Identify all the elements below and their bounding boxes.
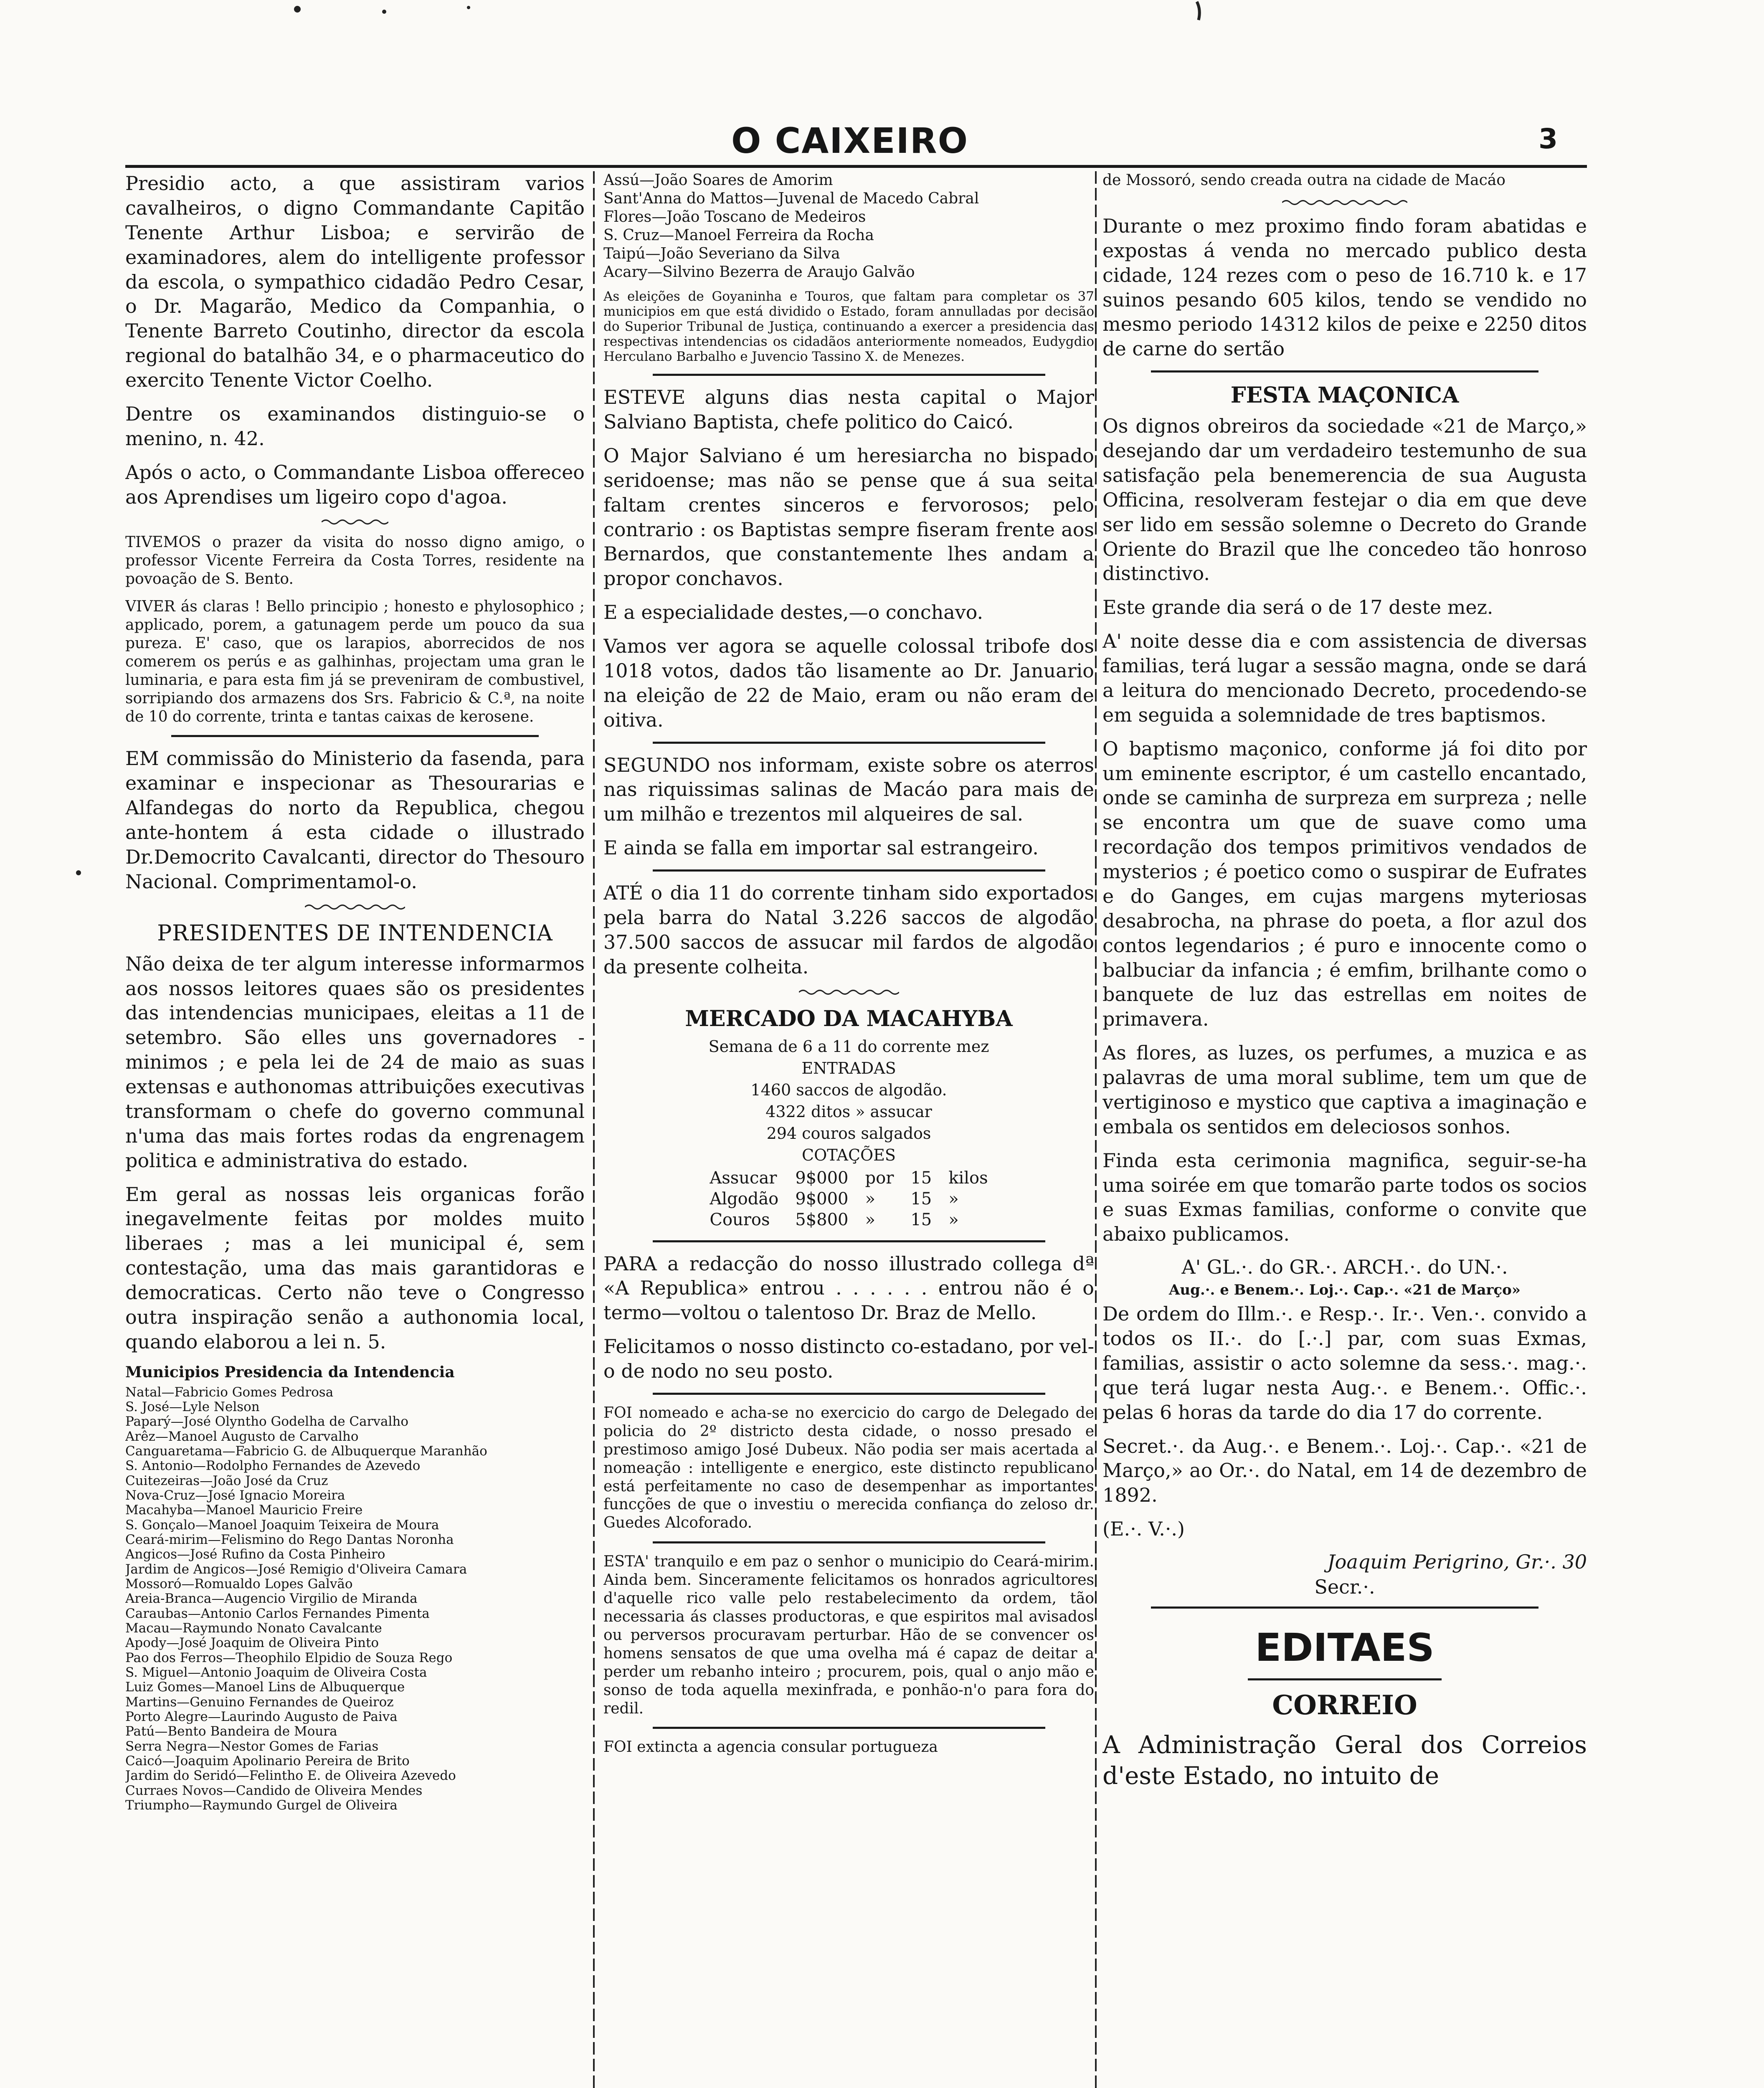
cotacoes-label: COTAÇÕES bbox=[802, 1145, 896, 1164]
ornament-squiggle bbox=[322, 518, 388, 526]
news-item: PARA a redacção do nosso illustrado collega dª «A Republica» entrou . . . . . . entrou não é o termo—voltou o talentoso Dr. Braz de Mello. bbox=[603, 1252, 1094, 1324]
article-paragraph: Este grande dia será o de 17 deste mez. bbox=[1102, 596, 1493, 619]
ornament-squiggle bbox=[305, 903, 405, 911]
article-paragraph: de Mossoró, sendo creada outra na cidade de Macáo bbox=[1102, 172, 1505, 189]
table-cell: 9$000 bbox=[795, 1168, 849, 1188]
list-item: Porto Alegre—Laurindo Augusto de Paiva bbox=[125, 1709, 398, 1724]
list-item: Areia-Branca—Augencio Virgilio de Miranda bbox=[125, 1591, 418, 1607]
section-heading-festa: FESTA MAÇONICA bbox=[1230, 383, 1459, 408]
list-item: Acary—Silvino Bezerra de Araujo Galvão bbox=[603, 263, 915, 281]
news-item: TIVEMOS o prazer da visita do nosso digno amigo, o professor Vicente Ferreira da Costa Torres, residente na povoação de S. Bento. bbox=[125, 534, 585, 588]
news-item: VIVER ás claras ! Bello principio ; honesto e phylosophico ; applicado, porem, a gatunagem perde um pouco da sua pureza. E' caso, que os larapios, aborrecidos de nos comerem os perús e as galhinhas, projectam uma gran le luminaria, e para esta fim já se preveniram de combustivel, sorripiando dos armazens dos Srs. Fabricio & C.ª, na noite de 10 do corrente, trinta e tantas caixas de kerosene. bbox=[125, 598, 585, 725]
mercado-subtitle: Semana de 6 a 11 do corrente mez bbox=[708, 1037, 989, 1056]
news-item: FOI extincta a agencia consular portugueza bbox=[603, 1738, 938, 1756]
list-item: Luiz Gomes—Manoel Lins de Albuquerque bbox=[125, 1680, 405, 1695]
article-paragraph: Os dignos obreiros da sociedade «21 de Março,» desejando dar um verdadeiro testemunho de sua satisfação pela benemerencia de sua Augusta Officina, resolveram festejar o dia em que deve ser lido em sessão solemne o Decreto do Grande Oriente do Brazil que lhe concedeo tão honroso distinctivo. bbox=[1102, 415, 1587, 585]
section-divider bbox=[653, 1393, 1045, 1395]
list-item: S. Miguel—Antonio Joaquim de Oliveira Costa bbox=[125, 1665, 427, 1680]
column-divider bbox=[593, 171, 595, 2088]
list-item: Jardim do Seridó—Felintho E. de Oliveira Azevedo bbox=[125, 1768, 456, 1784]
page-number: 3 bbox=[1538, 123, 1558, 155]
news-item: SEGUNDO nos informam, existe sobre os aterros nas riquissimas salinas de Macáo para mais de um milhão e trezentos mil alqueires de sal. bbox=[603, 753, 1094, 826]
table-cell: kilos bbox=[948, 1168, 988, 1188]
list-item: Martins—Genuino Fernandes de Queiroz bbox=[125, 1694, 394, 1710]
table-cell: 15 bbox=[910, 1210, 932, 1229]
table-cell: » bbox=[948, 1189, 959, 1209]
list-item: Canguaretama—Fabricio G. de Albuquerque Maranhão bbox=[125, 1444, 487, 1459]
list-item: S. Antonio—Rodolpho Fernandes de Azevedo bbox=[125, 1458, 421, 1474]
table-cell: Assucar bbox=[710, 1168, 777, 1188]
article-paragraph: E ainda se falla em importar sal estrangeiro. bbox=[603, 836, 1039, 859]
list-item: Caraubas—Antonio Carlos Fernandes Pimenta bbox=[125, 1606, 430, 1621]
list-item: Ceará-mirim—Felismino do Rego Dantas Noronha bbox=[125, 1532, 454, 1547]
list-item: Patú—Bento Bandeira de Moura bbox=[125, 1724, 337, 1739]
article-paragraph: Vamos ver agora se aquelle colossal tribofe dos 1018 votos, dados tão lisamente ao Dr. Januario na eleição de 22 de Maio, eram ou não eram de oitiva. bbox=[603, 635, 1094, 731]
list-item: Taipú—João Severiano da Silva bbox=[603, 245, 840, 262]
article-paragraph: Dentre os examinandos distinguio-se o menino, n. 42. bbox=[125, 402, 585, 450]
section-heading-editaes: EDITAES bbox=[1255, 1625, 1435, 1670]
signature: Joaquim Perigrino, Gr.·. 30 bbox=[1327, 1551, 1587, 1574]
article-paragraph: Não deixa de ter algum interesse informarmos aos nossos leitores quaes são os presidentes das intendencias municipaes, eleitas a 11 de setembro. São elles uns governadores - minimos ; e pela lei de 24 de maio as suas extensas e authonomas attribuições executivas transformam o chefe do governo communal n'uma das mais fortes rodas da engrenagem politica e administrativa do estado. bbox=[125, 952, 585, 1172]
table-row bbox=[701, 1209, 996, 1230]
column-divider bbox=[1095, 171, 1097, 2088]
list-item: Macahyba—Manoel Mauricio Freire bbox=[125, 1503, 363, 1518]
section-divider bbox=[653, 742, 1045, 744]
table-cell: 15 bbox=[910, 1189, 932, 1209]
invitation-text: (E.·. V.·.) bbox=[1102, 1518, 1185, 1541]
list-item: Macau—Raymundo Nonato Cavalcante bbox=[125, 1620, 382, 1636]
list-item: Nova-Cruz—José Ignacio Moreira bbox=[125, 1487, 345, 1503]
entradas-label: ENTRADAS bbox=[801, 1059, 896, 1077]
list-item: Cuitezeiras—João José da Cruz bbox=[125, 1473, 328, 1488]
column-2 bbox=[603, 171, 1094, 2088]
entradas-item: 294 couros salgados bbox=[766, 1124, 931, 1143]
list-item: S. Cruz—Manoel Ferreira da Rocha bbox=[603, 226, 874, 244]
invitation-text: Secret.·. da Aug.·. e Benem.·. Loj.·. Cap.·. «21 de Março,» ao Or.·. do Natal, em 14 de dezembro de 1892. bbox=[1102, 1434, 1587, 1507]
section-divider bbox=[653, 1541, 1045, 1543]
article-paragraph: E a especialidade destes,—o conchavo. bbox=[603, 601, 983, 624]
list-item: Angicos—José Rufino da Costa Pinheiro bbox=[125, 1547, 385, 1562]
signature-note: Secr.·. bbox=[1314, 1576, 1375, 1599]
invitation-subheading: Aug.·. e Benem.·. Loj.·. Cap.·. «21 de Março» bbox=[1168, 1282, 1521, 1299]
section-heading-correio: CORREIO bbox=[1272, 1690, 1417, 1721]
list-item: Jardim de Angicos—José Remigio d'Oliveira Camara bbox=[125, 1561, 467, 1577]
news-item: EM commissão do Ministerio da fasenda, para examinar e inspecionar as Thesourarias e Alfandegas do norto da Republica, chegou ante-hontem á esta cidade o illustrado Dr.Democrito Cavalcanti, director do Thesouro Nacional. Comprimentamol-o. bbox=[125, 747, 585, 893]
list-item: Pao dos Ferros—Theophilo Elpidio de Souza Rego bbox=[125, 1650, 453, 1665]
masthead-rule bbox=[125, 165, 1587, 168]
column-1 bbox=[125, 171, 585, 2088]
list-item: Sant'Anna do Mattos—Juvenal de Macedo Cabral bbox=[603, 190, 979, 207]
list-item: Natal—Fabricio Gomes Pedrosa bbox=[125, 1384, 334, 1400]
article-paragraph: As flores, as luzes, os perfumes, a muzica e as palavras de uma moral sublime, tem um que de vertiginoso e mystico que captiva a imaginação e embala os sentidos em deleciosos sonhos. bbox=[1102, 1041, 1587, 1138]
invitation-text: De ordem do Illm.·. e Resp.·. Ir.·. Ven.·. convido a todos os II.·. do [.·.] par, com suas Exmas, familias, assistir o acto solemne da sess.·. mag.·. que terá lugar nesta Aug.·. e Benem.·. Offic.·. pelas 6 horas da tarde do dia 17 do corrente. bbox=[1102, 1302, 1587, 1424]
section-divider bbox=[653, 869, 1045, 872]
table-cell: 5$800 bbox=[795, 1210, 849, 1229]
article-paragraph: A Administração Geral dos Correios d'este Estado, no intuito de bbox=[1102, 1731, 1587, 1790]
mercado-title: MERCADO DA MACAHYBA bbox=[685, 1006, 1013, 1031]
list-item: Flores—João Toscano de Medeiros bbox=[603, 208, 866, 226]
list-item: Paparý—José Olyntho Godelha de Carvalho bbox=[125, 1414, 408, 1429]
news-item: As eleições de Goyaninha e Touros, que faltam para completar os 37 municipios em que está dividido o Estado, foram annulladas por decisão do Superior Tribunal de Justiça, continuando a exercer a presidencia das respectivas intendencias os cidadãos anteriormente nomeados, Eudygdio Herculano Barbalho e Juvencio Tassino X. de Menezes. bbox=[603, 289, 1094, 365]
list-heading: Municipios Presidencia da Intendencia bbox=[125, 1363, 455, 1381]
list-item: Serra Negra—Nestor Gomes de Farias bbox=[125, 1738, 379, 1754]
article-paragraph: O baptismo maçonico, conforme já foi dito por um eminente escriptor, é um castello encantado, onde se caminha de surpreza em surpreza ; nelle se encontra um que de suave como uma recordação dos tempos primitivos vendados de mysterios ; é poetico como o suspirar de Eufrates e do Ganges, em cujas margens myteriosas desabrocha, na phrase do poeta, a flor azul dos contos legendarios ; é puro e innocente como o balbuciar da infancia ; é emfim, brilhante como o banquete de luz das estrellas em noites de primavera. bbox=[1102, 737, 1587, 1031]
article-paragraph: Em geral as nossas leis organicas forão inegavelmente feitas por moldes muito liberaes ; mas a lei municipal é, sem contestação, uma das mais garantidoras e democraticas. Certo não teve o Congresso outra inspiração senão a authonomia local, quando elaborou a lei n. 5. bbox=[125, 1183, 585, 1353]
article-paragraph: A' noite desse dia e com assistencia de diversas familias, terá lugar a sessão magna, onde se dará a leitura do mencionado Decreto, procedendo-se em seguida a solemnidade de tres baptismos. bbox=[1102, 630, 1587, 726]
section-divider bbox=[1151, 1607, 1538, 1609]
list-item: Mossoró—Romualdo Lopes Galvão bbox=[125, 1576, 353, 1591]
list-item: S. José—Lyle Nelson bbox=[125, 1399, 260, 1415]
table-cell: » bbox=[865, 1210, 875, 1229]
entradas-item: 1460 saccos de algodão. bbox=[750, 1080, 947, 1099]
table-row bbox=[701, 1188, 996, 1209]
column-3 bbox=[1102, 171, 1587, 2088]
news-item: FOI nomeado e acha-se no exercicio do cargo de Delegado de policia do 2º districto desta cidade, o nosso presado e prestimoso amigo José Dubeux. Não podia ser mais acertada a nomeação : intelligente e energico, este distincto republicano está perfeitamente no caso de desempenhar as importantes funcções de que o investiu o merecida confiança do zeloso dr. Guedes Alcoforado. bbox=[603, 1404, 1094, 1532]
table-cell: 9$000 bbox=[795, 1189, 849, 1209]
article-paragraph: Finda esta cerimonia magnifica, seguir-se-ha uma soirée em que tomarão parte todos os socios e suas Exmas familias, conforme o convite que abaixo publicamos. bbox=[1102, 1149, 1587, 1246]
news-item: ESTA' tranquilo e em paz o senhor o municipio do Ceará-mirim. Ainda bem. Sinceramente felicitamos os honrados agricultores d'aquelle rico valle pelo restabelecimento da ordem, tão necessaria ás classes productoras, e que espiritos mal avisados ou perversos procuravam perturbar. Hão de se convencer os homens sensatos de que uma ovelha má é capaz de deitar a perder um rebanho inteiro ; procurem, pois, qual o anjo mão e sonso de toda aquella mexinfrada, e ponhão-n'o para fora do redil. bbox=[603, 1553, 1094, 1717]
article-paragraph: Após o acto, o Commandante Lisboa offereceo aos Aprendises um ligeiro copo d'agoa. bbox=[125, 461, 585, 508]
list-item: Curraes Novos—Candido de Oliveira Mendes bbox=[125, 1783, 423, 1798]
table-cell: Algodão bbox=[710, 1189, 779, 1209]
cotacoes-table bbox=[701, 1168, 996, 1230]
ornament-squiggle bbox=[1282, 199, 1407, 206]
section-heading-presidentes: PRESIDENTES DE INTENDENCIA bbox=[157, 920, 553, 946]
article-paragraph: Felicitamos o nosso distincto co-estadano, por vel-o de nodo no seu posto. bbox=[603, 1335, 1094, 1383]
list-item: Apody—José Joaquim de Oliveira Pinto bbox=[125, 1635, 379, 1651]
list-item: Assú—João Soares de Amorim bbox=[603, 172, 833, 189]
section-divider bbox=[653, 1727, 1045, 1729]
news-item: ATÉ o dia 11 do corrente tinham sido exportados pela barra do Natal 3.226 saccos de algodão 37.500 saccos de assucar mil fardos de algodão da presente colheita. bbox=[603, 882, 1094, 978]
list-item: Arêz—Manoel Augusto de Carvalho bbox=[125, 1429, 359, 1444]
table-cell: por bbox=[865, 1168, 894, 1188]
table-row bbox=[701, 1168, 996, 1188]
invitation-heading: A' GL.·. do GR.·. ARCH.·. do UN.·. bbox=[1181, 1256, 1508, 1279]
section-divider bbox=[1151, 370, 1538, 372]
section-divider bbox=[653, 374, 1045, 376]
masthead bbox=[125, 120, 1574, 166]
news-item: Durante o mez proximo findo foram abatidas e expostas á venda no mercado publico desta cidade, 124 rezes com o peso de 16.710 k. e 17 suinos pesando 605 kilos, tendo se vendido no mesmo periodo 14312 kilos de peixe e 2250 ditos de carne do sertão bbox=[1102, 214, 1587, 360]
table-cell: Couros bbox=[710, 1210, 770, 1229]
list-item: Triumpho—Raymundo Gurgel de Oliveira bbox=[125, 1797, 398, 1813]
list-item: Caicó—Joaquim Apolinario Pereira de Brito bbox=[125, 1753, 410, 1769]
entradas-item: 4322 ditos » assucar bbox=[765, 1102, 932, 1121]
table-cell: 15 bbox=[910, 1168, 932, 1188]
section-divider bbox=[1248, 1678, 1442, 1680]
table-cell: » bbox=[865, 1189, 875, 1209]
ornament-squiggle bbox=[799, 988, 899, 996]
newspaper-title: O CAIXEIRO bbox=[731, 120, 969, 161]
intendencia-list-continued bbox=[603, 171, 1094, 281]
article-paragraph: Presidio acto, a que assistiram varios cavalheiros, o digno Commandante Capitão Tenente Arthur Lisboa; e servirão de examinadores, alem do intelligente professor da escola, o sympathico cidadão Pedro Cesar, o Dr. Magarão, Medico da Companhia, o Tenente Barreto Coutinho, director da escola regional do batalhão 34, e o pharmaceutico do exercito Tenente Victor Coelho. bbox=[125, 172, 585, 391]
section-divider bbox=[171, 735, 539, 737]
intendencia-list bbox=[125, 1385, 585, 1813]
section-divider bbox=[653, 1240, 1045, 1242]
table-cell: » bbox=[948, 1210, 959, 1229]
article-paragraph: O Major Salviano é um heresiarcha no bispado seridoense; mas não se pense que á sua seita faltam crentes sinceros e fervorosos; pelo contrario : os Baptistas sempre fiseram frente aos Bernardos, que constantemente lhes andam a propor conchavos. bbox=[603, 444, 1094, 590]
news-item: ESTEVE alguns dias nesta capital o Major Salviano Baptista, chefe politico do Caicó. bbox=[603, 386, 1094, 433]
list-item: S. Gonçalo—Manoel Joaquim Teixeira de Moura bbox=[125, 1517, 439, 1533]
